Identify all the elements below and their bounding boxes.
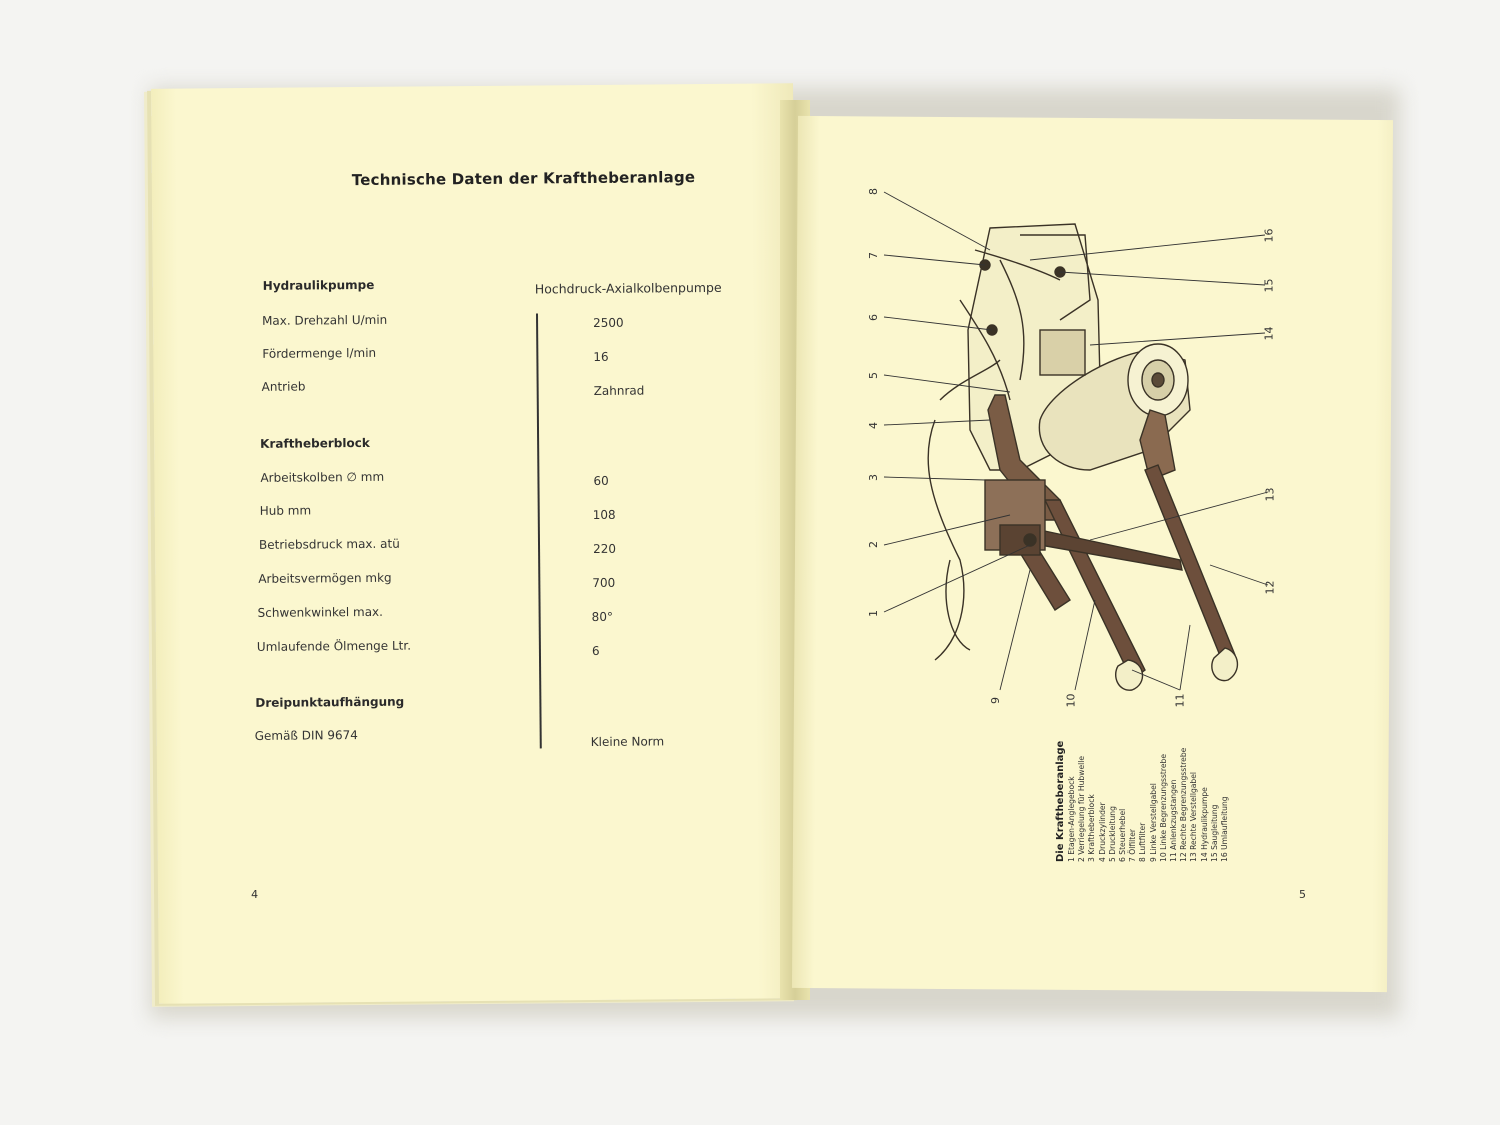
spec-value: 2500 [593, 315, 624, 330]
spec-label: Arbeitskolben ∅ mm [260, 469, 385, 485]
legend-item: 1 Etagen-Anglegebock [1067, 776, 1076, 862]
callout-number: 15 [1262, 278, 1276, 293]
spec-value: 80° [591, 609, 613, 624]
spec-label: Gemäß DIN 9674 [254, 728, 358, 743]
legend-item: 5 Druckleitung [1107, 806, 1117, 862]
spec-label: Hub mm [259, 503, 312, 518]
callout-number: 6 [867, 314, 880, 321]
callout-number: 8 [867, 188, 880, 195]
callout-number: 4 [867, 422, 880, 429]
spec-value: 6 [591, 643, 600, 658]
page-number: 4 [250, 887, 259, 901]
legend-item: 6 Steuerhebel [1118, 808, 1128, 862]
spec-label: Umlaufende Ölmenge Ltr. [256, 638, 412, 654]
legend-item: 14 Hydraulikpumpe [1199, 787, 1209, 862]
legend-item: 4 Druckzylinder [1097, 802, 1107, 862]
legend-item: 7 Ölfilter [1128, 829, 1138, 862]
callout-number: 5 [867, 372, 880, 379]
legend-item: 3 Kraftheberblock [1087, 794, 1097, 862]
callout-number: 11 [1173, 693, 1187, 708]
hitch-heading: Dreipunktaufhängung [255, 694, 405, 710]
spec-value: Kleine Norm [590, 734, 665, 750]
spec-value: 220 [592, 541, 617, 556]
callout-number: 1 [867, 610, 880, 617]
block-heading: Kraftheberblock [260, 435, 370, 451]
legend-item: 2 Verriegelung für Hubwelle [1077, 755, 1087, 862]
legend-item: 12 Rechte Begrenzungsstrebe [1179, 747, 1189, 862]
legend-item: 9 Linke Verstellgabel [1148, 783, 1158, 862]
callout-number: 16 [1262, 228, 1276, 243]
spec-value: 700 [592, 575, 616, 590]
spec-value: Zahnrad [593, 383, 645, 398]
callout-number: 12 [1263, 580, 1277, 595]
spec-label: Antrieb [261, 379, 306, 394]
legend-item: 11 Anlenkzugstangen [1169, 779, 1179, 862]
legend-item: 16 Umlaufleitung [1220, 796, 1230, 862]
callout-number: 3 [867, 474, 880, 481]
spec-label: Max. Drehzahl U/min [261, 312, 388, 328]
callout-number: 13 [1263, 487, 1277, 502]
spec-label: Schwenkwinkel max. [257, 604, 383, 620]
spec-value: 16 [593, 349, 609, 364]
callout-number: 2 [867, 541, 880, 548]
page-title: Technische Daten der Kraftheberanlage [351, 168, 696, 190]
pump-type: Hochdruck-Axialkolbenpumpe [534, 279, 722, 297]
legend-item: 10 Linke Begrenzungsstrebe [1158, 753, 1168, 862]
diagram-legend [1055, 582, 1230, 862]
spec-value: 60 [593, 473, 609, 488]
spec-value: 108 [592, 507, 616, 522]
callout-number: 9 [989, 697, 1002, 704]
legend-item: 15 Saugleitung [1209, 804, 1219, 862]
legend-item: 8 Luftfilter [1138, 822, 1148, 862]
callout-number: 7 [867, 252, 880, 259]
callout-number: 10 [1064, 693, 1078, 708]
spec-label: Fördermenge l/min [262, 345, 377, 361]
callout-number: 14 [1262, 326, 1276, 341]
spec-label: Arbeitsvermögen mkg [258, 570, 392, 586]
legend-title: Die Kraftheberanlage [1055, 740, 1066, 862]
page-number: 5 [1299, 888, 1306, 901]
spec-label: Betriebsdruck max. atü [258, 536, 400, 552]
pump-heading: Hydraulikpumpe [262, 277, 375, 293]
legend-item: 13 Rechte Verstellgabel [1189, 771, 1199, 862]
